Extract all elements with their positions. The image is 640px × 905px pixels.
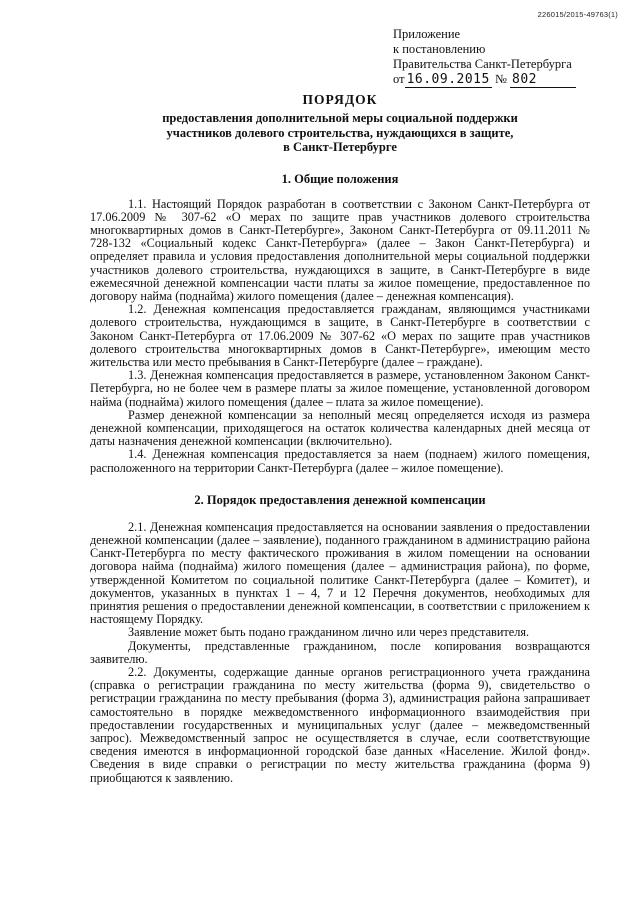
paragraph-1-3-b: Размер денежной компенсации за неполный месяц определяется исходя из размера денежной компенсации, приходящегося на остаток количества календарных дней месяца от даты назначения денежной компенсации (включительно). (90, 407, 590, 449)
appendix-line-2: к постановлению (393, 42, 486, 56)
paragraph-2-2: 2.2. Документы, содержащие данные органов регистрационного учета гражданина (справка о регистрации гражданина по месту жительства (форма 9), свидетельство о регистрации гражданина по месту пребывания (форма 3), администрация района запрашивает самостоятельно в порядке межведомственного информационного взаимодействия при предоставлении государственных и муниципальных услуг (далее – межведомственный запрос). Межведомственный запрос не осуществляется в случае, если соответствующие сведения имеются в информационной городской базе данных «Население. Жилой фонд». Сведения в виде справки о регистрации по месту жительства гражданина (форма 9) приобщаются к заявлению. (90, 665, 590, 785)
paragraph-1-2: 1.2. Денежная компенсация предоставляется гражданам, являющимся участниками долевого строительства, нуждающимся в защите, в Санкт-Петербурге в соответствии с Законом Санкт-Петербурга от 17.06.2009 № 307-62 «О мерах по защите прав участников долевого строительства многоквартирных домов в Санкт-Петербурге», имеющим место жительства или место пребывания в Санкт-Петербурге (далее – граждане). (90, 302, 590, 369)
paragraph-2-1-c: Документы, представленные гражданином, после копирования возвращаются заявителю. (90, 638, 590, 666)
handwritten-number: 802 (510, 72, 576, 88)
document-subtitle-line-1: предоставления дополнительной меры социальной поддержки (162, 111, 518, 125)
section-2-heading: 2. Порядок предоставления денежной компенсации (194, 492, 486, 507)
paragraph-1-1: 1.1. Настоящий Порядок разработан в соответствии с Законом Санкт-Петербурга от 17.06.2009 № 307-62 «О мерах по защите прав участников долевого строительства многоквартирных домов в Санкт-Петербурге», Законом Санкт-Петербурга от 09.11.2011 № 728-132 «Социальный кодекс Санкт-Петербурга» (далее – Закон Санкт-Петербурга) и определяет правила и условия предоставления дополнительной меры социальной поддержки участников долевого строительства, нуждающихся в защите, в Санкт-Петербурге в виде ежемесячной денежной компенсации части платы за жилое помещение, предоставленное по договору найма (поднайма) жилого помещения (далее – денежная компенсация). (90, 196, 590, 303)
paragraph-1-4: 1.4. Денежная компенсация предоставляется за наем (поднаем) жилого помещения, расположенного на территории Санкт-Петербурга (далее – жилое помещение). (90, 447, 590, 475)
document-subtitle-line-3: в Санкт-Петербурге (283, 140, 397, 154)
appendix-line-3: Правительства Санкт-Петербурга (393, 57, 572, 71)
date-prefix: от (393, 72, 405, 86)
paragraph-1-3: 1.3. Денежная компенсация предоставляется в размере, установленном Законом Санкт-Петербурга, но не более чем в размере платы за жилое помещение, установленной договором найма (поднайма) жилого помещения (далее – плата за жилое помещение). (90, 368, 590, 409)
appendix-line-1: Приложение (393, 27, 461, 41)
appendix-block (393, 27, 576, 88)
appendix-date-line (393, 72, 576, 88)
number-prefix: № (494, 72, 507, 86)
document-title: ПОРЯДОК (302, 92, 378, 107)
section-1-heading: 1. Общие положения (281, 171, 399, 186)
document-id: 226015/2015-49763(1) (537, 10, 618, 19)
paragraph-2-1-b: Заявление может быть подано гражданином лично или через представителя. (128, 625, 530, 640)
handwritten-date: 16.09.2015 (406, 72, 490, 87)
document-body (90, 92, 590, 785)
document-subtitle-line-2: участников долевого строительства, нуждающихся в защите, (166, 125, 514, 140)
paragraph-2-1: 2.1. Денежная компенсация предоставляется на основании заявления о предоставлении денежной компенсации (далее – заявление), поданного гражданином в администрацию района Санкт-Петербурга по месту фактического проживания в жилом помещении на основании договора найма (поднайма) жилого помещения (далее – администрация района), по форме, утвержденной Комитетом по социальной политике Санкт-Петербурга (далее – Комитет), и документов, указанных в пунктах 1 – 4, 7 и 12 Перечня документов, необходимых для принятия решения о предоставлении денежной компенсации, в соответствии с приложением к настоящему Порядку. (90, 519, 590, 627)
